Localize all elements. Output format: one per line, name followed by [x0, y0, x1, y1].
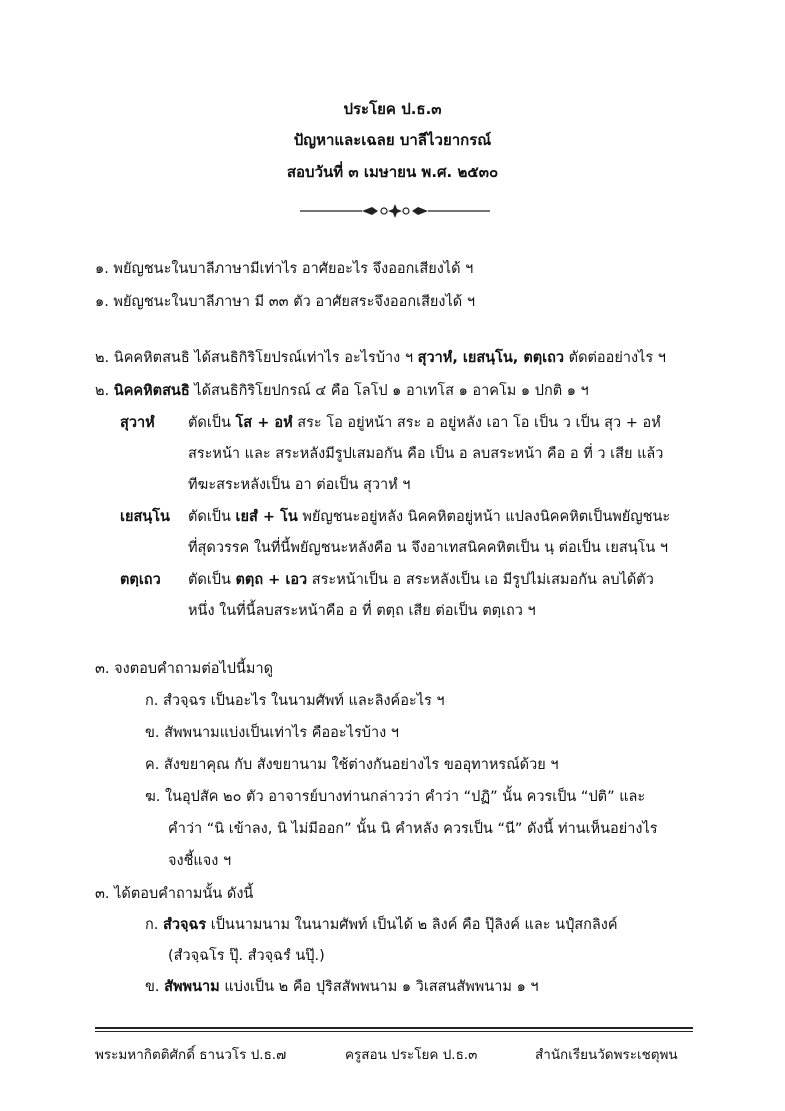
- line-split: โส + อหํ: [235, 415, 293, 431]
- term-suvaham-line-1: [188, 411, 661, 434]
- question-3-sub-d-cont-1: คำว่า “นิ เข้าลง, นิ ไม่มีออก” นั้น นิ คำหลัง ควรเป็น “นี” ดังนี้ ท่านเห็นอย่างไร: [168, 821, 658, 837]
- document-title: ประโยค ป.ธ.๓: [343, 100, 442, 118]
- term-tattheva-line-1: [188, 568, 654, 591]
- question-3-sub-c: ค. สังขยาคุณ กับ สังขยานาม ใช้ต่างกันอย่างไร ขออุทาหรณ์ด้วย ฯ: [145, 757, 559, 773]
- document-subtitle: ปัญหาและเฉลย บาลีไวยากรณ์: [293, 131, 492, 149]
- answer-3-a-label: ก.: [145, 917, 163, 933]
- question-2-text-end: ตัดต่ออย่างไร ฯ: [564, 350, 666, 366]
- term-yesanno-line-2: ที่สุดวรรค ในที่นี้พยัญชนะหลังคือ น จึงอาเทสนิคคหิตเป็น นฺ ต่อเป็น เยสนฺโน ฯ: [188, 540, 669, 556]
- answer-3-a: [145, 913, 618, 936]
- line-split: เยสํ + โน: [235, 509, 298, 525]
- question-3-sub-b: ข. สัพพนามแบ่งเป็นเท่าไร คืออะไรบ้าง ฯ: [145, 725, 399, 741]
- footer-rule: [95, 1027, 693, 1029]
- footer-rule-thin: [95, 1031, 693, 1032]
- answer-3-b-label: ข.: [145, 979, 165, 995]
- line-text: สระ โอ อยู่หน้า สระ อ อยู่หลัง เอา โอ เป็น ว เป็น สุว + อหํ: [292, 415, 661, 431]
- line-text: สระหน้าเป็น อ สระหลังเป็น เอ มีรูปไม่เสมอกัน ลบได้ตัว: [307, 572, 654, 588]
- question-1: ๑. พยัญชนะในบาลีภาษามีเท่าไร อาศัยอะไร จึงออกเสียงได้ ฯ: [95, 261, 474, 277]
- question-2: [95, 346, 666, 369]
- term-tattheva-line-2: หนึ่ง ในที่นี้ลบสระหน้าคือ อ ที่ ตตฺถ เสีย ต่อเป็น ตตฺเถว ฯ: [188, 603, 536, 619]
- line-text: ตัดเป็น: [188, 415, 236, 431]
- question-2-text: ๒. นิคคหิตสนธิ ได้สนธิกิริโยปรณ์เท่าไร อะไรบ้าง ฯ: [95, 350, 418, 366]
- answer-3: ๓. ได้ตอบคำถามนั้น ดังนี้: [95, 886, 254, 902]
- answer-3-b-term: สัพพนาม: [164, 979, 220, 995]
- question-3-sub-d-cont-2: จงชี้แจง ฯ: [168, 853, 232, 869]
- footer-school: สำนักเรียนวัดพระเชตุพน: [535, 1047, 678, 1063]
- term-yesanno-line-1: [188, 505, 670, 528]
- term-suvaham-line-2: สระหน้า และ สระหลังมีรูปเสมอกัน คือ เป็น อ ลบสระหน้า คือ อ ที่ ว เสีย แล้ว: [188, 446, 664, 462]
- question-3-sub-d: ฆ. ในอุปสัค ๒๐ ตัว อาจารย์บางท่านกล่าวว่า คำว่า “ปฏิ” นั้น ควรเป็น “ปติ” และ: [145, 789, 646, 805]
- answer-1: ๑. พยัญชนะในบาลีภาษา มี ๓๓ ตัว อาศัยสระจึงออกเสียงได้ ฯ: [95, 294, 475, 310]
- term-tattheva: ตตฺเถว: [120, 572, 161, 588]
- answer-3-a-cont: (สํวจฺฉโร ปุ๊. สํวจฺฉรํ นปุ๊.): [168, 948, 325, 964]
- answer-3-b-text: แบ่งเป็น ๒ คือ ปุริสสัพพนาม ๑ วิเสสนสัพพนาม ๑ ฯ: [219, 979, 539, 995]
- question-3-sub-a: ก. สํวจฺฉร เป็นอะไร ในนามศัพท์ และลิงค์อะไร ฯ: [145, 693, 445, 709]
- footer-author: พระมหากิตติศักดิ์ ธานวโร ป.ธ.๗: [95, 1047, 287, 1063]
- answer-2-text: ได้สนธิกิริโยปกรณ์ ๔ คือ โลโป ๑ อาเทโส ๑ อาคโม ๑ ปกติ ๑ ฯ: [189, 383, 589, 399]
- answer-2-number: ๒.: [95, 383, 114, 399]
- answer-3-b: [145, 975, 539, 998]
- line-split: ตตฺถ + เอว: [235, 572, 308, 588]
- footer-role: ครูสอน ประโยค ป.ธ.๓: [345, 1047, 478, 1063]
- question-3: ๓. จงตอบคำถามต่อไปนี้มาดู: [95, 661, 274, 677]
- answer-3-a-term: สํวจฺฉร: [163, 917, 207, 933]
- exam-date: สอบวันที่ ๓ เมษายน พ.ศ. ๒๕๓๐: [286, 163, 499, 181]
- term-suvaham: สุวาหํ: [120, 415, 155, 431]
- line-text: ตัดเป็น: [188, 572, 236, 588]
- term-suvaham-line-3: ทีฆะสระหลังเป็น อา ต่อเป็น สุวาหํ ฯ: [188, 477, 411, 493]
- question-2-terms: สุวาหํ, เยสนฺโน, ตตฺเถว: [417, 350, 565, 366]
- ornament-divider: [300, 200, 490, 222]
- term-yesanno: เยสนฺโน: [120, 509, 170, 525]
- answer-3-a-text: เป็นนามนาม ในนามศัพท์ เป็นได้ ๒ ลิงค์ คือ ปุ๊ลิงค์ และ นปุํสกลิงค์: [206, 917, 618, 933]
- answer-2: [95, 379, 589, 402]
- line-text: พยัญชนะอยู่หลัง นิคคหิตอยู่หน้า แปลงนิคคหิตเป็นพยัญชนะ: [297, 509, 671, 525]
- answer-2-term: นิคคหิตสนธิ: [113, 383, 190, 399]
- line-text: ตัดเป็น: [188, 509, 236, 525]
